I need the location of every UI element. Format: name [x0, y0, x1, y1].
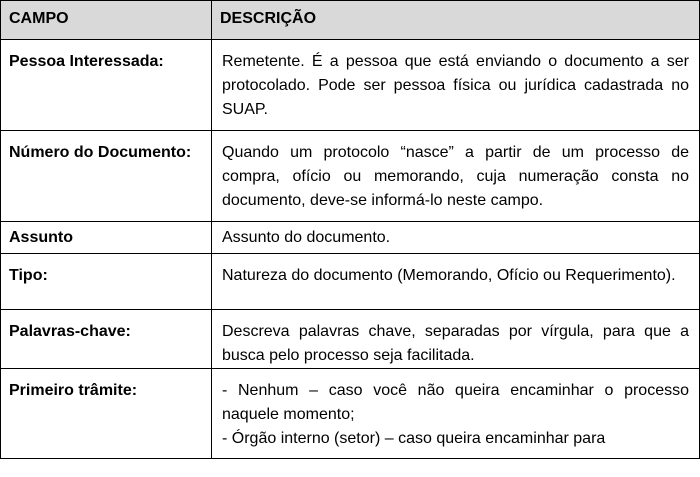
table-row — [1, 131, 700, 222]
field-cell — [1, 254, 212, 310]
field-label: Número do Documento: — [9, 144, 192, 161]
description-cell — [212, 369, 700, 459]
table-header-row — [1, 1, 700, 40]
field-label: Pessoa Interessada: — [9, 53, 164, 70]
field-description: Assunto do documento. — [222, 229, 391, 246]
field-label: Palavras-chave: — [9, 323, 131, 340]
description-cell — [212, 222, 700, 254]
field-cell — [1, 222, 212, 254]
field-label: Primeiro trâmite: — [9, 382, 138, 399]
header-cell-descricao — [212, 1, 700, 40]
header-descricao: DESCRIÇÃO — [220, 10, 317, 27]
description-cell — [212, 310, 700, 369]
table-row — [1, 254, 700, 310]
description-cell — [212, 40, 700, 131]
description-cell — [212, 131, 700, 222]
field-description: Quando um protocolo “nasce” a partir de um processo de compra, ofício ou memorando, cuja numeração consta no documento, deve-se informá-lo neste campo. — [222, 144, 689, 209]
header-cell-campo — [1, 1, 212, 40]
field-cell — [1, 131, 212, 222]
header-campo: CAMPO — [9, 10, 69, 27]
table-row — [1, 222, 700, 254]
field-description: Descreva palavras chave, separadas por vírgula, para que a busca pelo processo seja facilitada. — [222, 323, 689, 364]
field-cell — [1, 40, 212, 131]
description-cell — [212, 254, 700, 310]
field-description: Natureza do documento (Memorando, Ofício ou Requerimento). — [222, 267, 676, 284]
field-cell — [1, 310, 212, 369]
field-description: Remetente. É a pessoa que está enviando o documento a ser protocolado. Pode ser pessoa física ou jurídica cadastrada no SUAP. — [222, 53, 689, 118]
field-description-line: - Nenhum – caso você não queira encaminhar o processo naquele momento; — [222, 382, 689, 423]
table-row — [1, 40, 700, 131]
table-row — [1, 310, 700, 369]
field-cell — [1, 369, 212, 459]
table-row — [1, 369, 700, 459]
field-label: Assunto — [9, 229, 73, 246]
field-label: Tipo: — [9, 267, 48, 284]
field-description-line: - Órgão interno (setor) – caso queira encaminhar para — [222, 430, 606, 447]
